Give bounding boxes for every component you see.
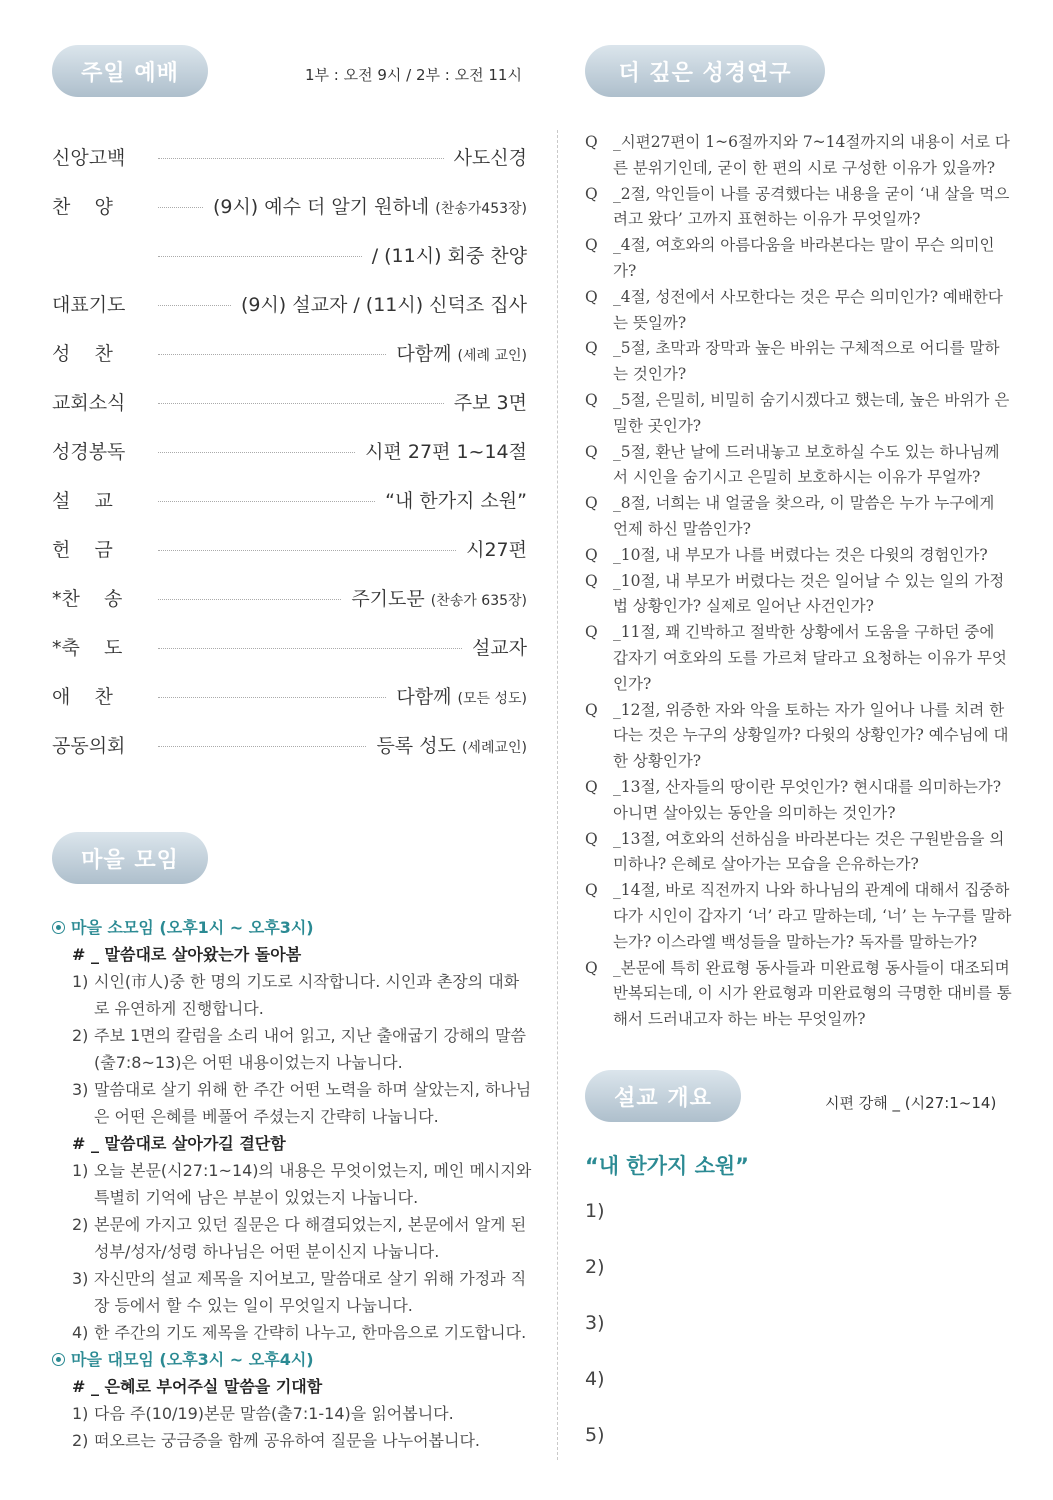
item-text: 다음 주(10/19)본문 말씀(출7:1-14)을 읽어봅니다. (94, 1404, 454, 1423)
leader-dots (158, 648, 462, 649)
question-item (585, 130, 1013, 182)
question-marker: Q (585, 236, 598, 255)
order-row (52, 132, 527, 181)
question-item (585, 775, 1013, 827)
worship-times: 1부 : 오전 9시 / 2부 : 오전 11시 (305, 66, 522, 84)
item-number: 3) (72, 1080, 89, 1099)
worship-section-title: 주일 예배 (52, 45, 208, 97)
item-text: 자신만의 설교 제목을 지어보고, 말씀대로 살기 위해 가정과 직장 등에서 할 수 있는 일이 무엇일지 나눕니다. (94, 1269, 527, 1315)
order-value (241, 290, 527, 317)
order-label: *찬 송 (52, 588, 123, 610)
item-number: 2) (72, 1431, 89, 1450)
order-value-text: 다함께 (396, 343, 452, 365)
item-number: 2) (72, 1215, 89, 1234)
order-row (52, 720, 527, 769)
order-row (52, 671, 527, 720)
order-row (52, 524, 527, 573)
question-text: _4절, 성전에서 사모한다는 것은 무슨 의미인가? 예배한다는 뜻일까? (613, 287, 1003, 332)
order-note: (찬송가453장) (435, 201, 527, 217)
list-item (52, 968, 532, 1022)
outline-blank: 5) (585, 1424, 605, 1446)
small-group-part2-list (52, 1157, 532, 1346)
question-item (585, 620, 1013, 697)
item-number: 4) (72, 1323, 89, 1342)
order-value (454, 143, 527, 170)
order-value-text: 설교자 (471, 637, 527, 659)
question-marker: Q (585, 390, 598, 409)
question-text: _13절, 여호와의 선하심을 바라본다는 것은 구원받음을 의미하나? 은혜로 살아가는 모습을 은유하는가? (613, 829, 1005, 874)
question-marker: Q (585, 287, 598, 306)
column-divider (557, 130, 558, 1460)
outline-blank: 2) (585, 1256, 605, 1278)
question-item (585, 543, 1013, 569)
sermon-outline-blanks (585, 1200, 605, 1480)
question-item (585, 491, 1013, 543)
order-value (376, 731, 527, 758)
order-label: 설 교 (52, 490, 113, 512)
question-marker: Q (585, 339, 598, 358)
question-text: _13절, 산자들의 땅이란 무엇인가? 현시대를 의미하는가? 아니면 살아있는 동안을 의미하는 것인가? (613, 777, 1002, 822)
order-value-text: / (11시) 회중 찬양 (371, 245, 527, 267)
leader-dots (158, 550, 456, 551)
order-label: 대표기도 (52, 294, 126, 316)
outline-blank: 4) (585, 1368, 605, 1390)
list-item (52, 1211, 532, 1265)
question-marker: Q (585, 829, 598, 848)
order-row (52, 426, 527, 475)
item-number: 1) (72, 972, 89, 991)
question-text: _5절, 은밀히, 비밀히 숨기시겠다고 했는데, 높은 바위가 은밀한 곳인가? (613, 390, 1010, 435)
question-text: _12절, 위증한 자와 악을 토하는 자가 일어나 나를 치려 한다는 것은 누구의 상황일까? 다윗의 상황인가? 예수님에 대한 상황인가? (613, 700, 1009, 771)
question-marker: Q (585, 494, 598, 513)
question-marker: Q (585, 700, 598, 719)
order-value-text: 시편 27편 1~14절 (365, 441, 527, 463)
village-meeting (52, 914, 532, 1454)
item-text: 주보 1면의 칼럼을 소리 내어 읽고, 지난 출애굽기 강해의 말씀(출7:8~13)은 어떤 내용이었는지 나눕니다. (94, 1026, 526, 1072)
order-label: 신앙고백 (52, 147, 126, 169)
order-row (52, 377, 527, 426)
question-item (585, 878, 1013, 955)
item-text: 오늘 본문(시27:1~14)의 내용은 무엇이었는지, 메인 메시지와 특별히 기억에 남은 부분이 있었는지 나눕니다. (94, 1161, 532, 1207)
order-label: 찬 양 (52, 196, 113, 218)
order-row (52, 475, 527, 524)
village-section-title: 마을 모임 (52, 832, 208, 884)
question-marker: Q (585, 545, 598, 564)
order-value-text: 등록 성도 (376, 735, 456, 757)
order-row (52, 573, 527, 622)
question-text: _11절, 꽤 긴박하고 절박한 상황에서 도움을 구하던 중에 갑자기 여호와의 도를 가르쳐 달라고 요청하는 이유가 무엇인가? (613, 623, 1007, 693)
question-item (585, 827, 1013, 879)
order-value (472, 633, 527, 660)
leader-dots (158, 354, 386, 355)
item-text: 본문에 가지고 있던 질문은 다 해결되었는지, 본문에서 알게 된 성부/성자/성령 하나님은 어떤 분이신지 나눕니다. (94, 1215, 527, 1261)
order-value (385, 486, 527, 513)
leader-dots (158, 256, 362, 257)
list-item (52, 1427, 532, 1454)
order-label: 애 찬 (52, 686, 113, 708)
question-marker: Q (585, 623, 598, 642)
order-value (396, 339, 527, 366)
question-item (585, 388, 1013, 440)
order-value (396, 682, 527, 709)
question-text: _10절, 내 부모가 버렸다는 것은 일어날 수 있는 일의 가정법 상황인가? 실제로 일어난 사건인가? (613, 571, 1005, 616)
item-number: 3) (72, 1269, 89, 1288)
list-item (52, 1157, 532, 1211)
list-item (52, 1319, 532, 1346)
order-label: *축 도 (52, 637, 123, 659)
order-label: 공동의회 (52, 735, 126, 757)
question-marker: Q (585, 958, 598, 977)
order-label: 성경봉독 (52, 441, 126, 463)
list-item (52, 1400, 532, 1427)
question-text: _8절, 너희는 내 얼굴을 찾으라, 이 말씀은 누가 누구에게 언제 하신 말씀인가? (613, 494, 995, 538)
leader-dots (158, 403, 444, 404)
large-group-list (52, 1400, 532, 1454)
order-value (213, 192, 527, 219)
sermon-reference: 시편 강해 _ (시27:1~14) (825, 1094, 997, 1112)
large-group-heading: 마을 대모임 (오후3시 ~ 오후4시) (52, 1346, 532, 1373)
order-value-text: 시27편 (466, 539, 527, 561)
leader-dots (158, 599, 341, 600)
sermon-title: “내 한가지 소원” (585, 1154, 749, 1178)
order-of-worship (52, 132, 527, 769)
order-value (365, 437, 527, 464)
question-text: _14절, 바로 직전까지 나와 하나님의 관계에 대해서 집중하다가 시인이 갑자기 ‘너’ 라고 말하는데, ‘너’ 는 누구를 말하는가? 이스라엘 백성들을 말하는가? 독자를 말하는가? (613, 881, 1012, 951)
question-item (585, 182, 1013, 234)
order-value (454, 388, 527, 415)
question-text: _5절, 초막과 장막과 높은 바위는 구체적으로 어디를 말하는 것인가? (613, 339, 1000, 384)
question-text: _시편27편이 1~6절까지와 7~14절까지의 내용이 서로 다른 분위기인데, 굳이 한 편의 시로 구성한 이유가 있을까? (613, 133, 1010, 177)
leader-dots (158, 452, 355, 453)
order-label: 교회소식 (52, 392, 126, 414)
order-row (52, 181, 527, 230)
outline-blank: 1) (585, 1200, 605, 1222)
question-item (585, 440, 1013, 492)
question-marker: Q (585, 184, 598, 203)
question-marker: Q (585, 442, 598, 461)
question-marker: Q (585, 133, 598, 151)
order-row (52, 230, 527, 279)
study-questions (585, 130, 1013, 1033)
order-value-text: “내 한가지 소원” (385, 490, 527, 512)
order-value (372, 241, 527, 268)
question-marker: Q (585, 571, 598, 590)
question-item (585, 956, 1013, 1033)
question-text: _2절, 악인들이 나를 공격했다는 내용을 굳이 ‘내 살을 먹으려고 왔다’ 고까지 표현하는 이유가 무엇일까? (613, 184, 1010, 229)
small-group-part1-list (52, 968, 532, 1130)
list-item (52, 1022, 532, 1076)
small-group-part2-title: # _ 말씀대로 살아가길 결단함 (72, 1134, 286, 1153)
question-item (585, 569, 1013, 621)
question-item (585, 336, 1013, 388)
question-item (585, 698, 1013, 775)
leader-dots (158, 501, 375, 502)
list-item (52, 1076, 532, 1130)
item-text: 시인(市人)중 한 명의 기도로 시작합니다. 시인과 촌장의 대화로 유연하게 진행합니다. (94, 972, 520, 1018)
order-value-text: 주보 3면 (453, 392, 527, 414)
question-item (585, 233, 1013, 285)
item-text: 말씀대로 살기 위해 한 주간 어떤 노력을 하며 살았는지, 하나님은 어떤 은혜를 베풀어 주셨는지 간략히 나눕니다. (94, 1080, 532, 1126)
order-note: (찬송가 635장) (430, 593, 527, 609)
order-label: 헌 금 (52, 539, 113, 561)
order-note: (모든 성도) (457, 691, 527, 707)
question-item (585, 285, 1013, 337)
order-value-text: 다함께 (396, 686, 452, 708)
leader-dots (158, 158, 444, 159)
list-item (52, 1265, 532, 1319)
order-value (351, 584, 527, 611)
order-value (466, 535, 527, 562)
question-marker: Q (585, 777, 598, 796)
question-text: _본문에 특히 완료형 동사들과 미완료형 동사들이 대조되며 반복되는데, 이 시가 완료형과 미완료형의 극명한 대비를 통해서 드러내고자 하는 바는 무엇일까? (613, 958, 1012, 1029)
small-group-part1-title: # _ 말씀대로 살아왔는가 돌아봄 (72, 945, 302, 964)
order-row (52, 279, 527, 328)
question-marker: Q (585, 881, 598, 900)
target-icon (52, 1353, 65, 1366)
item-number: 2) (72, 1026, 89, 1045)
order-label: 성 찬 (52, 343, 113, 365)
item-text: 떠오르는 궁금증을 함께 공유하여 질문을 나누어봅니다. (94, 1431, 481, 1450)
order-row (52, 622, 527, 671)
order-value-text: (9시) 설교자 / (11시) 신덕조 집사 (240, 294, 527, 316)
question-text: _5절, 환난 날에 드러내놓고 보호하실 수도 있는 하나님께서 시인을 숨기시고 은밀히 보호하시는 이유가 무얼까? (613, 442, 1000, 487)
small-group-heading: 마을 소모임 (오후1시 ~ 오후3시) (52, 914, 532, 941)
leader-dots (158, 697, 386, 698)
order-value-text: 사도신경 (453, 147, 527, 169)
question-text: _10절, 내 부모가 나를 버렸다는 것은 다윗의 경험인가? (613, 545, 988, 564)
target-icon (52, 921, 65, 934)
item-text: 한 주간의 기도 제목을 간략히 나누고, 한마음으로 기도합니다. (94, 1323, 527, 1342)
order-row (52, 328, 527, 377)
item-number: 1) (72, 1161, 89, 1180)
outline-blank: 3) (585, 1312, 605, 1334)
large-group-part-title: # _ 은혜로 부어주실 말씀을 기대함 (72, 1377, 323, 1396)
leader-dots (158, 207, 203, 208)
order-note: (세례교인) (461, 740, 527, 756)
sermon-section-title: 설교 개요 (585, 1070, 741, 1122)
leader-dots (158, 746, 366, 747)
order-note: (세례 교인) (457, 348, 527, 364)
leader-dots (158, 305, 231, 306)
item-number: 1) (72, 1404, 89, 1423)
order-value-text: 주기도문 (351, 588, 425, 610)
order-value-text: (9시) 예수 더 알기 원하네 (212, 196, 430, 218)
study-section-title: 더 깊은 성경연구 (585, 45, 825, 97)
question-text: _4절, 여호와의 아름다움을 바라본다는 말이 무슨 의미인가? (613, 236, 995, 280)
